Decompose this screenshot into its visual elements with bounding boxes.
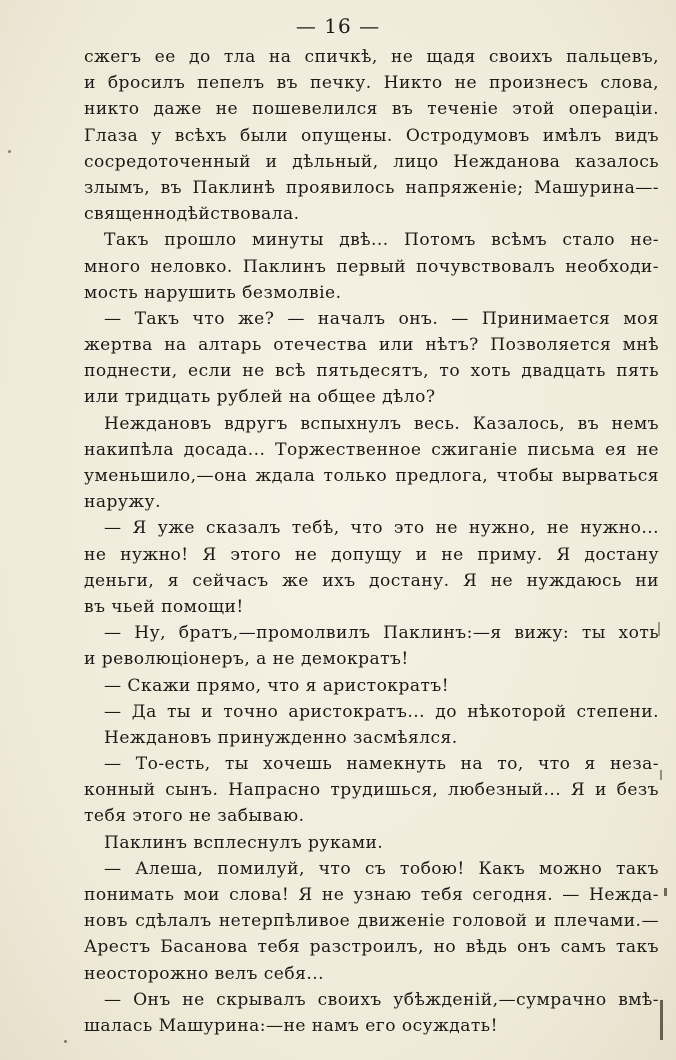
text-line: накипѣла досада... Торжественное сжиганіе письма ея не xyxy=(84,439,659,460)
text-line: сосредоточенный и дѣльный, лицо Нежданова казалось xyxy=(84,151,659,172)
text-line: конный сынъ. Напрасно трудишься, любезный... Я и безъ xyxy=(84,780,659,801)
text-line: уменьшило,—она ждала только предлога, чтобы вырваться xyxy=(84,466,659,486)
text-line: мость нарушить безмолвіе. xyxy=(84,282,342,303)
text-line: — Ну, братъ,—промолвилъ Паклинъ:—я вижу: ты хоть xyxy=(104,623,659,644)
scan-speck xyxy=(664,888,667,896)
text-line: злымъ, въ Паклинѣ проявилось напряженіе; Машурина—- xyxy=(84,177,659,198)
text-line: неосторожно велъ себя... xyxy=(84,963,324,984)
text-line: священнодѣйствовала. xyxy=(84,204,300,225)
text-line: Неждановъ принужденно засмѣялся. xyxy=(104,727,458,748)
text-line: — Такъ что же? — началъ онъ. — Принимается моя xyxy=(104,308,659,329)
text-line: и революціонеръ, а не демократъ! xyxy=(84,649,409,670)
text-line: деньги, я сейчасъ же ихъ достану. Я не нуждаюсь ни xyxy=(84,570,659,591)
text-line: Паклинъ всплеснулъ руками. xyxy=(104,832,384,853)
text-line: никто даже не пошевелился въ теченіе этой операціи. xyxy=(84,99,659,120)
scan-speck xyxy=(8,150,11,153)
text-line: — Я уже сказалъ тебѣ, что это не нужно, не нужно... xyxy=(104,518,659,539)
text-line: сжегъ ее до тла на спичкѣ, не щадя своихъ пальцевъ, xyxy=(84,47,659,67)
text-line: Неждановъ вдругъ вспыхнулъ весь. Казалось, въ немъ xyxy=(104,413,659,434)
text-line: — Скажи прямо, что я аристократъ! xyxy=(104,675,450,696)
scan-speck xyxy=(64,1040,67,1043)
scan-speck xyxy=(658,622,660,636)
text-line: не нужно! Я этого не допущу и не приму. Я достану xyxy=(84,544,659,565)
text-line: новъ сдѣлалъ нетерпѣливое движеніе головой и плечами.— xyxy=(84,911,659,932)
text-line: — Алеша, помилуй, что съ тобою! Какъ можно такъ xyxy=(104,858,659,879)
text-line: жертва на алтарь отечества или нѣтъ? Позволяется мнѣ xyxy=(84,335,659,356)
text-line: — Да ты и точно аристократъ... до нѣкоторой степени. xyxy=(104,701,659,722)
text-line: поднести, если не всѣ пятьдесятъ, то хоть двадцать пять xyxy=(84,361,659,382)
text-line: и бросилъ пепелъ въ печку. Никто не произнесъ слова, xyxy=(84,73,659,94)
text-line: Глаза у всѣхъ были опущены. Остродумовъ имѣлъ видъ xyxy=(84,125,659,146)
text-line: Арестъ Басанова тебя разстроилъ, но вѣдь онъ самъ такъ xyxy=(84,937,659,958)
text-line: въ чьей помощи! xyxy=(84,596,244,617)
text-line: шалась Машурина:—не намъ его осуждать! xyxy=(84,1015,498,1036)
text-line: — Онъ не скрывалъ своихъ убѣжденій,—сумрачно вмѣ- xyxy=(104,989,659,1010)
text-line: много неловко. Паклинъ первый почувствовалъ необходи- xyxy=(84,256,659,277)
text-line: или тридцать рублей на общее дѣло? xyxy=(84,387,436,408)
scan-speck xyxy=(660,1000,663,1040)
text-line: понимать мои слова! Я не узнаю тебя сегодня. — Нежда- xyxy=(84,885,659,905)
text-line: наружу. xyxy=(84,492,161,513)
text-line: — То-есть, ты хочешь намекнуть на то, что я неза- xyxy=(104,754,659,775)
text-line: тебя этого не забываю. xyxy=(84,806,305,827)
page-number: — 16 — xyxy=(295,14,381,38)
scan-speck xyxy=(660,770,662,780)
body-text xyxy=(84,44,659,1039)
text-line: Такъ прошло минуты двѣ... Потомъ всѣмъ стало не- xyxy=(104,230,659,251)
